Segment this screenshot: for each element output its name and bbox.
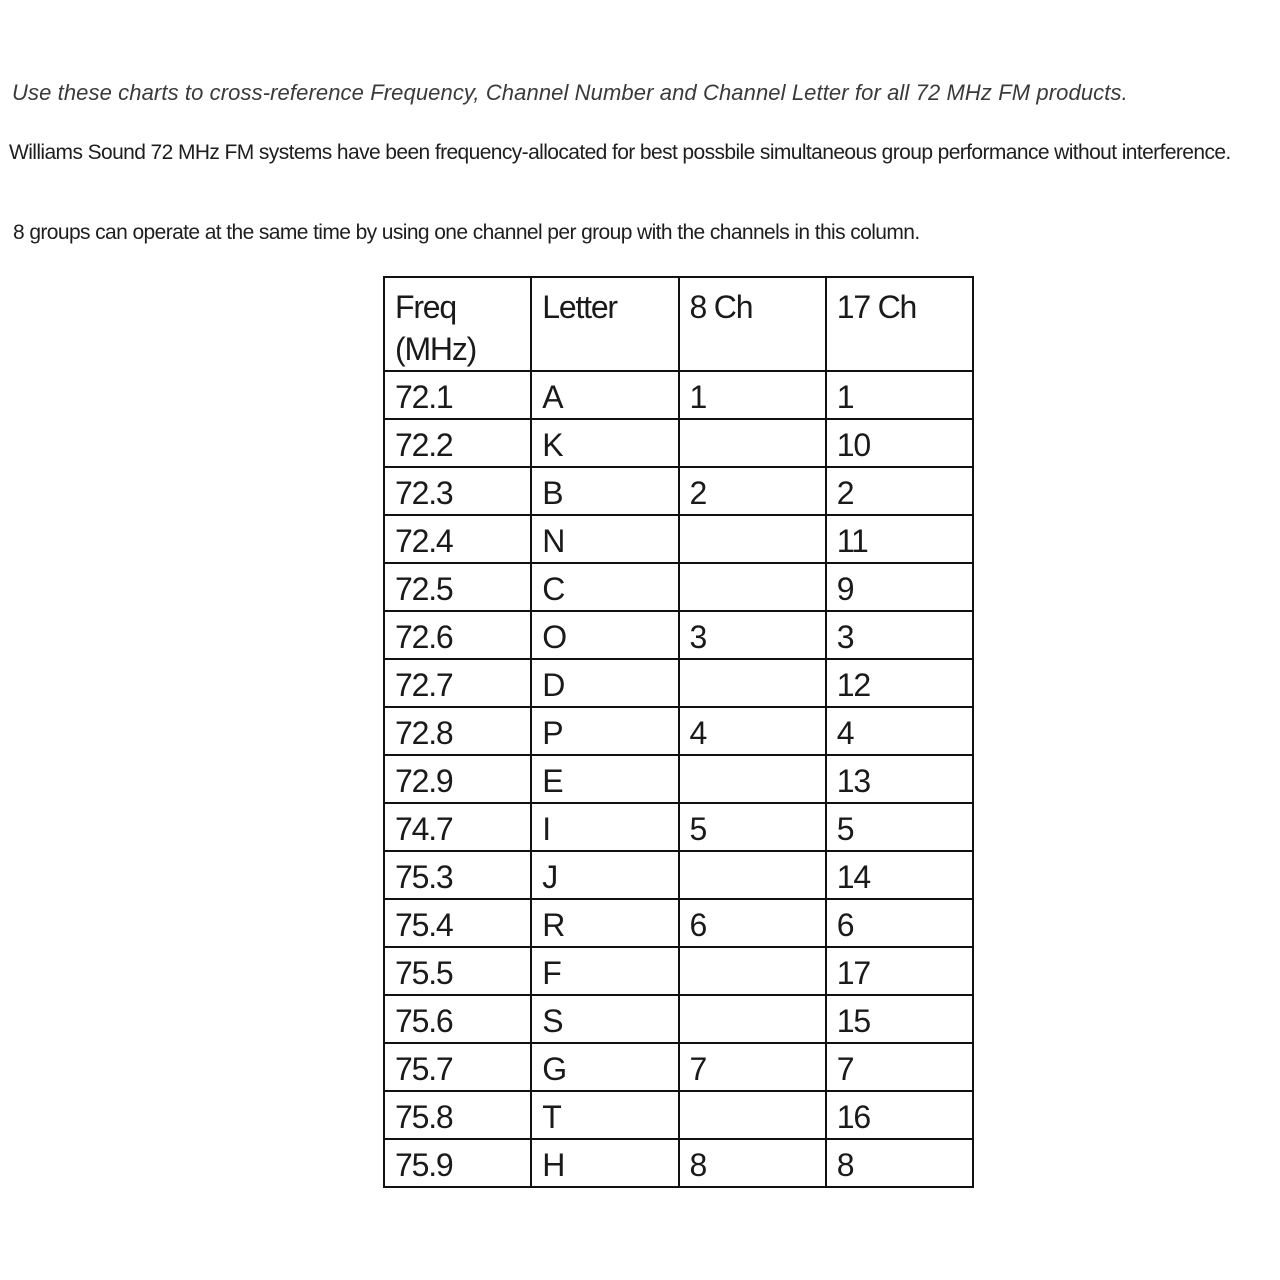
cell-freq: 75.9	[384, 1139, 531, 1187]
cell-freq: 72.5	[384, 563, 531, 611]
cell-freq: 75.3	[384, 851, 531, 899]
table-header	[384, 277, 973, 371]
cell-freq: 72.7	[384, 659, 531, 707]
cell-freq: 75.7	[384, 1043, 531, 1091]
cell-letter: O	[531, 611, 678, 659]
cell-freq: 72.2	[384, 419, 531, 467]
cell-17ch: 16	[826, 1091, 973, 1139]
cell-17ch: 4	[826, 707, 973, 755]
table-row	[384, 563, 973, 611]
cell-17ch: 1	[826, 371, 973, 419]
cell-8ch	[679, 563, 826, 611]
table-row	[384, 1043, 973, 1091]
intro-text: Use these charts to cross-reference Frequency, Channel Number and Channel Letter for all 72 MHz FM products.	[12, 80, 1128, 105]
cell-17ch: 6	[826, 899, 973, 947]
header-17ch: 17 Ch	[826, 277, 973, 371]
table-row	[384, 899, 973, 947]
cell-8ch: 5	[679, 803, 826, 851]
cell-17ch: 17	[826, 947, 973, 995]
header-8ch: 8 Ch	[679, 277, 826, 371]
cell-letter: K	[531, 419, 678, 467]
cell-17ch: 14	[826, 851, 973, 899]
cell-17ch: 7	[826, 1043, 973, 1091]
table-row	[384, 371, 973, 419]
cell-8ch	[679, 851, 826, 899]
cell-letter: T	[531, 1091, 678, 1139]
table-row	[384, 995, 973, 1043]
cell-8ch: 6	[679, 899, 826, 947]
cell-letter: F	[531, 947, 678, 995]
header-freq-line1: Freq	[395, 289, 456, 325]
cell-letter: D	[531, 659, 678, 707]
table-row	[384, 755, 973, 803]
cell-8ch	[679, 1091, 826, 1139]
cell-8ch	[679, 515, 826, 563]
cell-freq: 75.6	[384, 995, 531, 1043]
table-row	[384, 707, 973, 755]
table-row	[384, 1139, 973, 1187]
cell-17ch: 12	[826, 659, 973, 707]
header-row	[384, 277, 973, 371]
cell-letter: H	[531, 1139, 678, 1187]
table-row	[384, 515, 973, 563]
header-freq-line2: (MHz)	[395, 331, 477, 367]
cell-letter: R	[531, 899, 678, 947]
cell-8ch: 4	[679, 707, 826, 755]
header-letter: Letter	[531, 277, 678, 371]
cell-17ch: 15	[826, 995, 973, 1043]
cell-8ch	[679, 419, 826, 467]
cell-17ch: 9	[826, 563, 973, 611]
cell-freq: 75.5	[384, 947, 531, 995]
cell-8ch	[679, 755, 826, 803]
description-text: Williams Sound 72 MHz FM systems have been frequency-allocated for best possbile simultaneous group performance without interference.	[9, 141, 1231, 164]
group-note-text: 8 groups can operate at the same time by using one channel per group with the channels in this column.	[13, 221, 920, 244]
cell-freq: 72.6	[384, 611, 531, 659]
cell-freq: 72.8	[384, 707, 531, 755]
cell-8ch: 1	[679, 371, 826, 419]
cell-freq: 75.4	[384, 899, 531, 947]
cell-letter: J	[531, 851, 678, 899]
cell-freq: 75.8	[384, 1091, 531, 1139]
cell-freq: 72.3	[384, 467, 531, 515]
table-row	[384, 851, 973, 899]
cell-8ch	[679, 995, 826, 1043]
table-body	[384, 371, 973, 1187]
header-freq	[384, 277, 531, 371]
cell-8ch	[679, 659, 826, 707]
cell-freq: 72.1	[384, 371, 531, 419]
cell-letter: P	[531, 707, 678, 755]
cell-17ch: 5	[826, 803, 973, 851]
cell-letter: S	[531, 995, 678, 1043]
cell-letter: A	[531, 371, 678, 419]
table-row	[384, 803, 973, 851]
table-row	[384, 947, 973, 995]
cell-8ch: 3	[679, 611, 826, 659]
cell-8ch: 8	[679, 1139, 826, 1187]
cell-8ch	[679, 947, 826, 995]
frequency-table	[383, 276, 974, 1188]
cell-17ch: 2	[826, 467, 973, 515]
cell-letter: N	[531, 515, 678, 563]
cell-8ch: 7	[679, 1043, 826, 1091]
cell-letter: G	[531, 1043, 678, 1091]
cell-freq: 74.7	[384, 803, 531, 851]
cell-17ch: 8	[826, 1139, 973, 1187]
cell-17ch: 13	[826, 755, 973, 803]
table-row	[384, 467, 973, 515]
table-row	[384, 611, 973, 659]
cell-letter: I	[531, 803, 678, 851]
cell-letter: E	[531, 755, 678, 803]
cell-freq: 72.4	[384, 515, 531, 563]
cell-freq: 72.9	[384, 755, 531, 803]
cell-8ch: 2	[679, 467, 826, 515]
cell-letter: B	[531, 467, 678, 515]
cell-letter: C	[531, 563, 678, 611]
cell-17ch: 11	[826, 515, 973, 563]
table-row	[384, 659, 973, 707]
cell-17ch: 10	[826, 419, 973, 467]
cell-17ch: 3	[826, 611, 973, 659]
table-row	[384, 1091, 973, 1139]
table-row	[384, 419, 973, 467]
